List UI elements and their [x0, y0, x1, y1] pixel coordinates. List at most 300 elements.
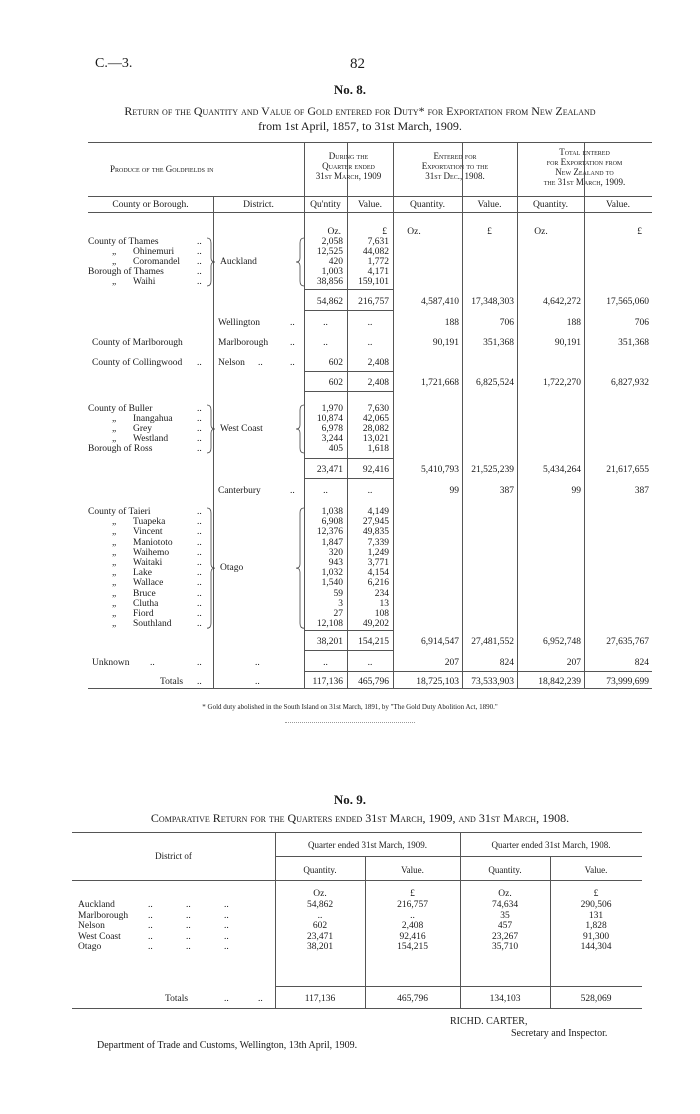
- table8-leader-dots: ..: [197, 558, 202, 568]
- table8-subtotal-rule: [304, 391, 393, 392]
- westcoast-row-value: 28,082: [362, 424, 389, 434]
- auckland-subtotal-qty: 54,862: [316, 297, 343, 307]
- table8-footnote: * Gold duty abolished in the South Island on 31st March, 1891, by "The Gold Duty Abolition Act, 1890.": [202, 703, 498, 711]
- otago-county: Vincent: [133, 527, 163, 538]
- otago-row-qty: 6,908: [321, 517, 343, 528]
- table9-district: Otago: [78, 942, 102, 952]
- table8-column-rule: [584, 142, 585, 688]
- otago-county: Waitaki: [133, 558, 163, 568]
- wellington-entered-value: 706: [499, 318, 514, 328]
- table8-leader-dots: ..: [197, 658, 202, 668]
- table9-leader-dots: ..: [186, 900, 191, 910]
- table9-unit: Oz.: [498, 889, 512, 899]
- table8-subheader-value: Value.: [357, 200, 382, 210]
- table9-totals-rule: [275, 986, 642, 987]
- otago-row-value: 234: [374, 588, 389, 599]
- table8-leader-dots: ..: [197, 247, 202, 257]
- auckland-row-qty: 2,058: [321, 237, 343, 247]
- table9-qty-1908: 457: [497, 921, 513, 931]
- table8-leader-dots: ..: [255, 658, 260, 668]
- otago-county-ditto: „: [112, 609, 117, 619]
- marlborough-qty: ..: [323, 338, 328, 348]
- table8-header-total: for Exportation from: [546, 157, 623, 167]
- table8-leader-dots: ..: [197, 237, 202, 247]
- nelson-row-qty: 602: [328, 358, 343, 368]
- table9-qty-1909: 38,201: [306, 942, 334, 952]
- wellington-district: Wellington: [218, 318, 260, 328]
- otago-entered-qty: 6,914,547: [421, 637, 459, 647]
- table8-leader-dots: ..: [197, 424, 202, 434]
- table8-column-rule: [462, 142, 463, 688]
- auckland-entered-value: 17,348,303: [471, 297, 514, 307]
- otago-row-value: 7,339: [367, 537, 389, 548]
- wellington-total-qty: 188: [566, 318, 581, 328]
- canterbury-total-qty: 99: [571, 486, 581, 496]
- table9-leader-dots: ..: [224, 931, 229, 942]
- canterbury-district: Canterbury: [218, 486, 261, 496]
- westcoast-county: Westland: [133, 434, 169, 444]
- otago-district: Otago: [220, 563, 244, 574]
- table8-totals-qty: 117,136: [312, 677, 343, 687]
- table8-leader-dots: ..: [197, 547, 202, 558]
- table9-top-rule: [72, 832, 642, 833]
- marlborough-total-value: 351,368: [618, 338, 649, 348]
- otago-county: Tuapeka: [133, 517, 166, 528]
- table9-district: West Coast: [78, 931, 121, 942]
- unknown-value: ..: [367, 658, 373, 668]
- westcoast-row-qty: 405: [328, 444, 343, 454]
- table8-leader-dots: ..: [197, 404, 202, 414]
- table8-caption-line2: from 1st April, 1857, to 31st March, 1909.: [258, 119, 462, 133]
- table9-leader-dots: ..: [148, 900, 153, 910]
- auckland-total-value: 17,565,060: [606, 297, 649, 307]
- otago-county: Clutha: [133, 598, 159, 609]
- table9-mid-rule: [275, 856, 642, 857]
- otago-county: Lake: [133, 568, 152, 579]
- otago-county-ditto: „: [112, 588, 117, 599]
- otago-row-value: 13: [379, 598, 389, 609]
- table9-leader-dots: ..: [224, 910, 229, 921]
- westcoast-entered-value: 21,525,239: [471, 465, 514, 475]
- signature-name: RICHD. CARTER,: [450, 1016, 528, 1027]
- table9-qty-1908: 74,634: [491, 900, 519, 910]
- nelson-subtotal-value: 2,408: [367, 378, 389, 388]
- table9-district: Marlborough: [78, 910, 129, 921]
- westcoast-brace-left: [206, 404, 216, 454]
- table8-subtotal-rule: [304, 478, 393, 479]
- page-number: 82: [350, 56, 365, 72]
- table9-leader-dots: ..: [148, 931, 153, 942]
- auckland-district: Auckland: [220, 257, 257, 267]
- canterbury-entered-qty: 99: [449, 486, 459, 496]
- otago-row-value: 27,945: [362, 517, 389, 528]
- otago-total-value: 27,635,767: [606, 637, 649, 647]
- otago-county-ditto: „: [112, 537, 117, 548]
- table9-subheader: Value.: [401, 865, 424, 875]
- table8-leader-dots: ..: [197, 588, 202, 599]
- table9-qty-1909: 54,862: [306, 900, 334, 910]
- table8-header-entered: 31st Dec., 1908.: [425, 171, 485, 181]
- otago-row-qty: 320: [328, 547, 343, 558]
- table9-value-1908: 1,828: [585, 921, 607, 931]
- otago-row-value: 49,835: [362, 527, 389, 538]
- otago-row-value: 49,202: [362, 619, 389, 630]
- table8-leader-dots: ..: [258, 358, 263, 368]
- marlborough-district: Marlborough: [218, 338, 269, 348]
- table9-value-1908: 144,304: [580, 942, 612, 952]
- otago-county-ditto: „: [112, 517, 117, 528]
- westcoast-county-ditto: „: [112, 414, 117, 424]
- table8-leader-dots: ..: [197, 434, 202, 444]
- otago-county-ditto: „: [112, 619, 117, 630]
- auckland-county: Ohinemuri: [133, 247, 175, 257]
- signature-title: Secretary and Inspector.: [511, 1028, 608, 1039]
- otago-entered-value: 27,481,552: [471, 637, 514, 647]
- table9-leader-dots: ..: [224, 921, 229, 931]
- table9-value-1908: 131: [588, 910, 604, 921]
- page-reference: C.—3.: [95, 56, 133, 71]
- auckland-row-value: 44,082: [362, 247, 389, 257]
- table8-subtotal-rule: [304, 310, 393, 311]
- westcoast-county: County of Buller: [88, 404, 153, 414]
- otago-total-qty: 6,952,748: [543, 637, 581, 647]
- table8-leader-dots: ..: [290, 338, 295, 348]
- auckland-row-qty: 1,003: [321, 267, 343, 277]
- unknown-qty: ..: [323, 658, 328, 668]
- wellington-value: ..: [367, 318, 373, 328]
- wellington-total-value: 706: [634, 318, 649, 328]
- otago-row-qty: 1,847: [321, 537, 343, 548]
- table9-subheader: Quantity.: [488, 865, 522, 875]
- table8-unit: Oz.: [407, 227, 421, 237]
- table8-leader-dots: ..: [197, 267, 202, 277]
- table9-totals-value-1908: 528,069: [580, 994, 612, 1004]
- table8-subheader-rule: [88, 212, 652, 213]
- table8-subtotal-rule: [304, 630, 393, 631]
- westcoast-subtotal-value: 92,416: [362, 465, 389, 475]
- table8-leader-dots: ..: [197, 609, 202, 619]
- table9-caption: [60, 811, 660, 826]
- otago-row-qty: 59: [333, 588, 343, 599]
- table9-header-district: District of: [155, 851, 192, 861]
- otago-county: County of Taieri: [88, 507, 151, 517]
- auckland-county-ditto: „: [112, 257, 117, 267]
- westcoast-county: Borough of Ross: [88, 444, 153, 454]
- table9-subheader: Quantity.: [303, 865, 337, 875]
- table8-subtotal-rule: [304, 371, 393, 372]
- table8-totals-label: Totals: [160, 677, 184, 687]
- nelson-total-value: 6,827,932: [611, 378, 649, 388]
- auckland-row-qty: 38,856: [316, 277, 343, 287]
- auckland-county: County of Thames: [88, 237, 159, 247]
- table9-value-1909: 216,757: [397, 900, 428, 910]
- unknown-entered-qty: 207: [444, 658, 459, 668]
- table9-header-rule: [72, 880, 642, 881]
- table9-header-1908: Quarter ended 31st March, 1908.: [491, 840, 611, 850]
- table8-header-total: New Zealand to: [555, 167, 614, 177]
- table8-totals-total-qty: 18,842,239: [538, 677, 581, 687]
- otago-row-value: 3,771: [367, 558, 389, 568]
- table8-caption-line1: Return of the Quantity and Value of Gold entered for Duty* for Exportation from New Zealand: [124, 104, 596, 118]
- otago-county: Southland: [133, 619, 172, 630]
- table8-unit: £: [637, 227, 642, 237]
- table9-district: Nelson: [78, 921, 105, 931]
- table8-number: No. 8.: [333, 82, 367, 97]
- westcoast-district: West Coast: [220, 424, 263, 434]
- table8-header-quarter: Quarter ended: [322, 161, 375, 171]
- nelson-row-value: 2,408: [367, 358, 389, 368]
- table9-unit: Oz.: [313, 889, 327, 899]
- marlborough-value: ..: [367, 338, 373, 348]
- table9-qty-1909: 23,471: [306, 931, 334, 942]
- table9-leader-dots: ..: [186, 931, 191, 942]
- table9-qty-1908: 35,710: [491, 942, 519, 952]
- westcoast-county-ditto: „: [112, 424, 117, 434]
- table8-subtotal-rule: [304, 289, 393, 290]
- auckland-brace-right: [295, 237, 305, 287]
- table8-subheader-total-qty: Quantity.: [532, 200, 568, 210]
- table9-value-1908: 290,506: [580, 900, 612, 910]
- table8-unit: £: [487, 227, 492, 237]
- canterbury-qty: ..: [323, 486, 328, 496]
- auckland-county: Waihi: [133, 277, 156, 287]
- table8-leader-dots: ..: [197, 414, 202, 424]
- auckland-county: Borough of Thames: [88, 267, 164, 277]
- table9-totals-qty-1909: 117,136: [304, 994, 336, 1004]
- table9-district: Auckland: [78, 900, 115, 910]
- table8-leader-dots: ..: [150, 658, 155, 668]
- otago-row-qty: 12,376: [316, 527, 343, 538]
- westcoast-row-qty: 10,874: [316, 414, 343, 424]
- table8-leader-dots: ..: [197, 677, 202, 687]
- table9-leader-dots: ..: [186, 921, 191, 931]
- table9-value-1909: 2,408: [401, 921, 424, 931]
- table9-leader-dots: ..: [258, 994, 263, 1004]
- westcoast-row-qty: 6,978: [321, 424, 343, 434]
- table9-unit: £: [593, 889, 599, 899]
- otago-row-qty: 1,038: [321, 507, 343, 517]
- table8-leader-dots: ..: [197, 444, 202, 454]
- otago-row-value: 6,216: [367, 578, 389, 589]
- nelson-entered-qty: 1,721,668: [421, 378, 459, 388]
- otago-county: Wallace: [133, 578, 164, 589]
- table9-qty-1908: 35: [500, 910, 510, 921]
- otago-row-value: 1,249: [367, 547, 389, 558]
- table8-bottom-rule: [88, 688, 652, 689]
- table8-column-rule: [393, 142, 394, 688]
- canterbury-entered-value: 387: [499, 486, 514, 496]
- canterbury-total-value: 387: [634, 486, 649, 496]
- westcoast-entered-qty: 5,410,793: [421, 465, 459, 475]
- otago-county: Bruce: [133, 588, 156, 599]
- table9-value-1909: 92,416: [399, 931, 426, 942]
- marlborough-entered-value: 351,368: [483, 338, 514, 348]
- table9-leader-dots: ..: [148, 921, 153, 931]
- table8-header-entered: Entered for: [433, 151, 477, 161]
- table8-leader-dots: ..: [197, 277, 202, 287]
- auckland-row-qty: 12,525: [316, 247, 343, 257]
- nelson-total-qty: 1,722,270: [543, 378, 581, 388]
- westcoast-row-value: 42,065: [362, 414, 389, 424]
- table8-unit: Oz.: [327, 227, 341, 237]
- auckland-total-qty: 4,642,272: [543, 297, 581, 307]
- table8-leader-dots: ..: [197, 537, 202, 548]
- table9-value-1909: ..: [410, 910, 415, 921]
- otago-county-ditto: „: [112, 527, 117, 538]
- table9-caption-text: Comparative Return for the Quarters ended 31st March, 1909, and 31st March, 1908.: [150, 811, 570, 825]
- unknown-total-value: 824: [634, 658, 649, 668]
- table9-qty-1909: 602: [312, 921, 328, 931]
- table8-leader-dots: ..: [290, 486, 295, 496]
- auckland-county: Coromandel: [133, 257, 180, 267]
- department-line: Department of Trade and Customs, Wellington, 13th April, 1909.: [97, 1040, 358, 1051]
- table9-header-1909: Quarter ended 31st March, 1909.: [308, 840, 427, 850]
- table9-leader-dots: ..: [148, 942, 153, 952]
- wellington-entered-qty: 188: [444, 318, 459, 328]
- table9-number: No. 9.: [333, 792, 367, 807]
- otago-row-value: 108: [374, 609, 389, 619]
- table9-value-1909: 154,215: [397, 942, 428, 952]
- westcoast-subtotal-qty: 23,471: [316, 465, 343, 475]
- auckland-county-ditto: „: [112, 277, 117, 287]
- otago-brace-left: [206, 507, 216, 629]
- table9-qty-1909: ..: [317, 910, 323, 921]
- otago-row-qty: 27: [333, 609, 343, 619]
- otago-row-qty: 3: [338, 598, 343, 609]
- auckland-subtotal-value: 216,757: [358, 297, 389, 307]
- auckland-row-qty: 420: [328, 257, 343, 267]
- nelson-entered-value: 6,825,524: [476, 378, 514, 388]
- otago-row-value: 4,149: [367, 507, 389, 517]
- table8-leader-dots: ..: [290, 358, 295, 368]
- otago-county-ditto: „: [112, 547, 117, 558]
- otago-county-ditto: „: [112, 598, 117, 609]
- table8-totals-rule: [304, 671, 652, 672]
- table8-unit: £: [382, 227, 387, 237]
- table8-header-rule: [88, 196, 652, 197]
- wellington-qty: ..: [323, 318, 328, 328]
- table8-totals-value: 465,796: [358, 677, 389, 687]
- table8-totals-total-value: 73,999,699: [606, 677, 649, 687]
- table8-subheader-county: County or Borough.: [112, 200, 189, 210]
- otago-county: Fiord: [133, 609, 154, 619]
- table9-totals-value-1909: 465,796: [397, 994, 428, 1004]
- otago-row-value: 4,154: [367, 568, 389, 579]
- westcoast-row-value: 1,618: [367, 444, 389, 454]
- table8-top-rule: [88, 142, 652, 143]
- table9-totals-label: Totals: [165, 994, 189, 1004]
- separator-rule: [285, 722, 415, 723]
- unknown-label: Unknown: [92, 658, 130, 668]
- westcoast-county-ditto: „: [112, 434, 117, 444]
- table8-leader-dots: ..: [197, 257, 202, 267]
- auckland-row-value: 7,631: [367, 237, 389, 247]
- canterbury-value: ..: [367, 486, 373, 496]
- nelson-county: County of Collingwood: [92, 358, 183, 368]
- table8-header-quarter: During the: [328, 151, 369, 161]
- table9-leader-dots: ..: [186, 942, 191, 952]
- otago-row-qty: 1,540: [321, 578, 343, 589]
- westcoast-row-qty: 1,970: [321, 404, 343, 414]
- table9-qty-1908: 23,267: [491, 931, 519, 942]
- table8-unit: Oz.: [534, 227, 548, 237]
- table8-header-entered: Exportation to the: [421, 161, 489, 171]
- otago-row-qty: 12,108: [316, 619, 343, 630]
- table8-subheader-total-value: Value.: [605, 200, 630, 210]
- otago-row-qty: 1,032: [321, 568, 343, 579]
- table8-header-produce: Produce of the Goldfields in: [110, 164, 214, 174]
- otago-subtotal-value: 154,215: [358, 637, 389, 647]
- table8-leader-dots: ..: [197, 598, 202, 609]
- table8-totals-entered-qty: 18,725,103: [416, 677, 459, 687]
- table8-leader-dots: ..: [197, 568, 202, 579]
- table8-header-total: Total entered: [559, 147, 610, 157]
- table8-subtotal-rule: [304, 650, 393, 651]
- table8-column-rule: [517, 142, 518, 688]
- westcoast-total-qty: 5,434,264: [543, 465, 581, 475]
- table8-subheader-entered-value: Value.: [477, 200, 502, 210]
- table9-subheader: Value.: [584, 865, 608, 875]
- nelson-subtotal-qty: 602: [328, 378, 343, 388]
- otago-county-ditto: „: [112, 558, 117, 568]
- otago-county-ditto: „: [112, 568, 117, 579]
- table8-subheader-district: District.: [243, 200, 274, 210]
- unknown-entered-value: 824: [499, 658, 514, 668]
- auckland-row-value: 1,772: [367, 257, 389, 267]
- table8-leader-dots: ..: [197, 507, 202, 517]
- table8-subtotal-rule: [304, 458, 393, 459]
- table9-value-1908: 91,300: [582, 931, 610, 942]
- table9-leader-dots: ..: [224, 942, 229, 952]
- table8-leader-dots: ..: [197, 619, 202, 630]
- marlborough-entered-qty: 90,191: [432, 338, 459, 348]
- table8-leader-dots: ..: [255, 677, 260, 687]
- auckland-row-value: 4,171: [367, 267, 389, 277]
- table9-bottom-rule: [72, 1008, 642, 1009]
- table9-leader-dots: ..: [148, 910, 153, 921]
- table9-leader-dots: ..: [224, 994, 229, 1004]
- table8-header-quarter: 31st March, 1909: [315, 171, 382, 181]
- table8-subheader-qty: Qu'ntity: [310, 200, 341, 210]
- table8-subheader-entered-qty: Quantity.: [409, 200, 445, 210]
- auckland-row-value: 159,101: [358, 277, 389, 287]
- table9-unit: £: [410, 889, 415, 899]
- westcoast-county: Grey: [133, 424, 152, 434]
- otago-county: Waihemo: [133, 547, 170, 558]
- otago-county: Maniototo: [133, 537, 173, 548]
- table8-leader-dots: ..: [197, 527, 202, 538]
- auckland-brace-left: [206, 237, 216, 287]
- otago-county-ditto: „: [112, 578, 117, 589]
- nelson-district: Nelson: [218, 358, 245, 368]
- auckland-entered-qty: 4,587,410: [421, 297, 459, 307]
- westcoast-brace-right: [295, 404, 305, 454]
- otago-brace-right: [295, 507, 305, 629]
- table8-totals-entered-value: 73,533,903: [471, 677, 514, 687]
- auckland-county-ditto: „: [112, 247, 117, 257]
- table9-totals-qty-1908: 134,103: [489, 994, 521, 1004]
- westcoast-county: Inangahua: [133, 414, 173, 424]
- westcoast-total-value: 21,617,655: [606, 465, 649, 475]
- table8-header-total: the 31st March, 1909.: [543, 177, 626, 187]
- westcoast-row-qty: 3,244: [321, 434, 343, 444]
- otago-subtotal-qty: 38,201: [316, 637, 343, 647]
- marlborough-county: County of Marlborough: [92, 338, 183, 348]
- table9-leader-dots: ..: [186, 910, 191, 921]
- table8-leader-dots: ..: [197, 358, 202, 368]
- westcoast-row-value: 7,630: [367, 404, 389, 414]
- marlborough-total-qty: 90,191: [554, 338, 581, 348]
